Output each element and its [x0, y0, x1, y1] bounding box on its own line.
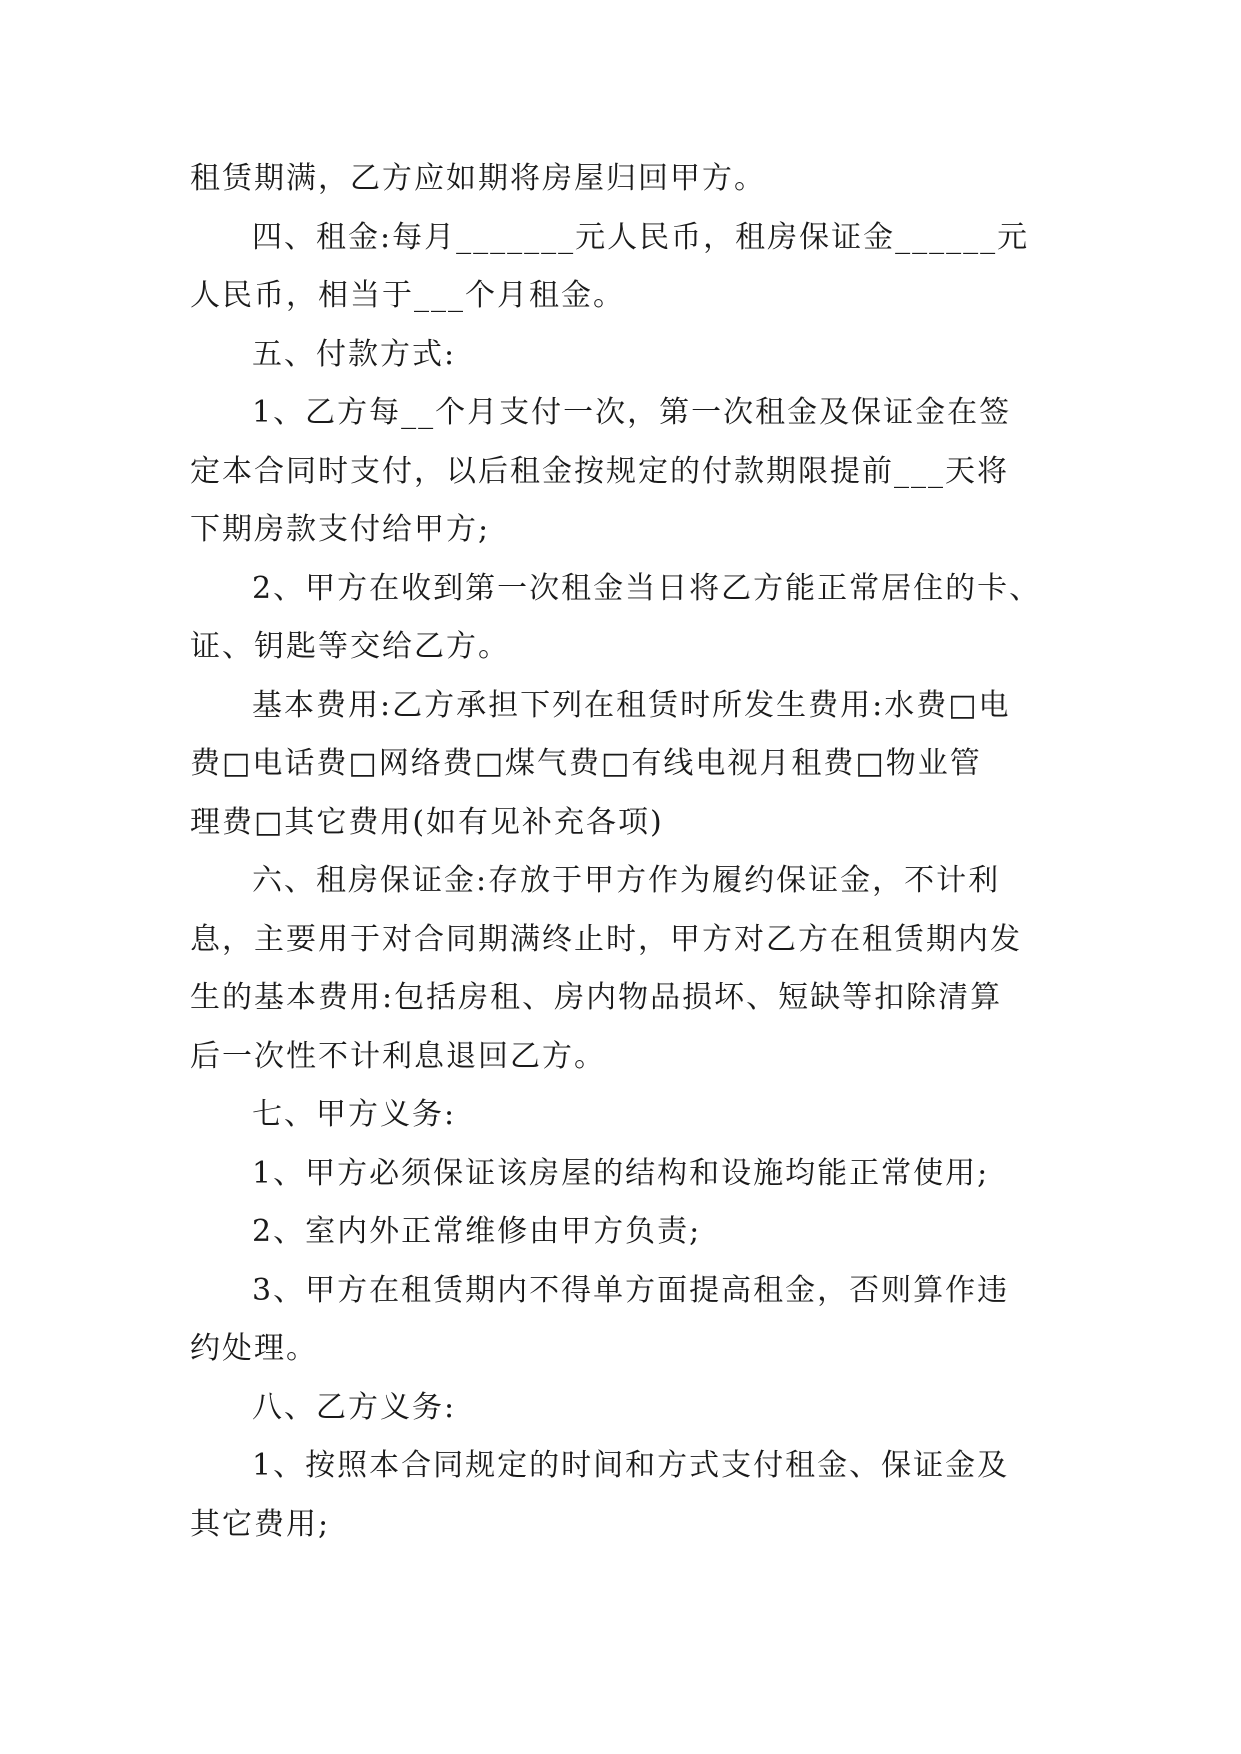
text-line: 下期房款支付给甲方; [190, 512, 491, 547]
text-line: 2、室内外正常维修由甲方负责; [252, 1214, 702, 1249]
text-line: 1、甲方必须保证该房屋的结构和设施均能正常使用; [252, 1155, 990, 1191]
text-line: 生的基本费用:包括房租、房内物品损坏、短缺等扣除清算 [190, 980, 1003, 1015]
text-line: 费□电话费□网络费□煤气费□有线电视月租费□物业管 [190, 746, 982, 781]
document-body [190, 150, 1050, 1554]
text-line: 人民币，相当于___个月租金。 [190, 278, 625, 313]
text-line: 定本合同时支付，以后租金按规定的付款期限提前___天将 [190, 453, 1009, 489]
text-line: 四、租金:每月_______元人民币，租房保证金______元 [252, 219, 1030, 255]
text-line: 2、甲方在收到第一次租金当日将乙方能正常居住的卡、 [252, 570, 1042, 606]
text-line: 1、乙方每__个月支付一次，第一次租金及保证金在签 [252, 395, 1012, 430]
text-line: 其它费用; [190, 1506, 331, 1542]
text-line: 3、甲方在租赁期内不得单方面提高租金，否则算作违 [252, 1272, 1010, 1308]
section-heading: 五、付款方式: [252, 336, 457, 372]
text-line: 租赁期满，乙方应如期将房屋归回甲方。 [190, 161, 766, 196]
text-line: 1、按照本合同规定的时间和方式支付租金、保证金及 [252, 1448, 1010, 1483]
text-line: 息，主要用于对合同期满终止时，甲方对乙方在租赁期内发 [190, 921, 1022, 957]
text-line: 后一次性不计利息退回乙方。 [190, 1038, 606, 1074]
text-line: 证、钥匙等交给乙方。 [190, 629, 510, 664]
text-line: 约处理。 [190, 1331, 318, 1366]
section-heading: 八、乙方义务: [252, 1389, 457, 1425]
section-heading: 七、甲方义务: [252, 1097, 457, 1132]
text-line: 六、租房保证金:存放于甲方作为履约保证金，不计利 [252, 863, 1001, 898]
text-line: 理费□其它费用(如有见补充各项) [190, 804, 664, 840]
text-line: 基本费用:乙方承担下列在租赁时所发生费用:水费□电 [252, 687, 1011, 723]
